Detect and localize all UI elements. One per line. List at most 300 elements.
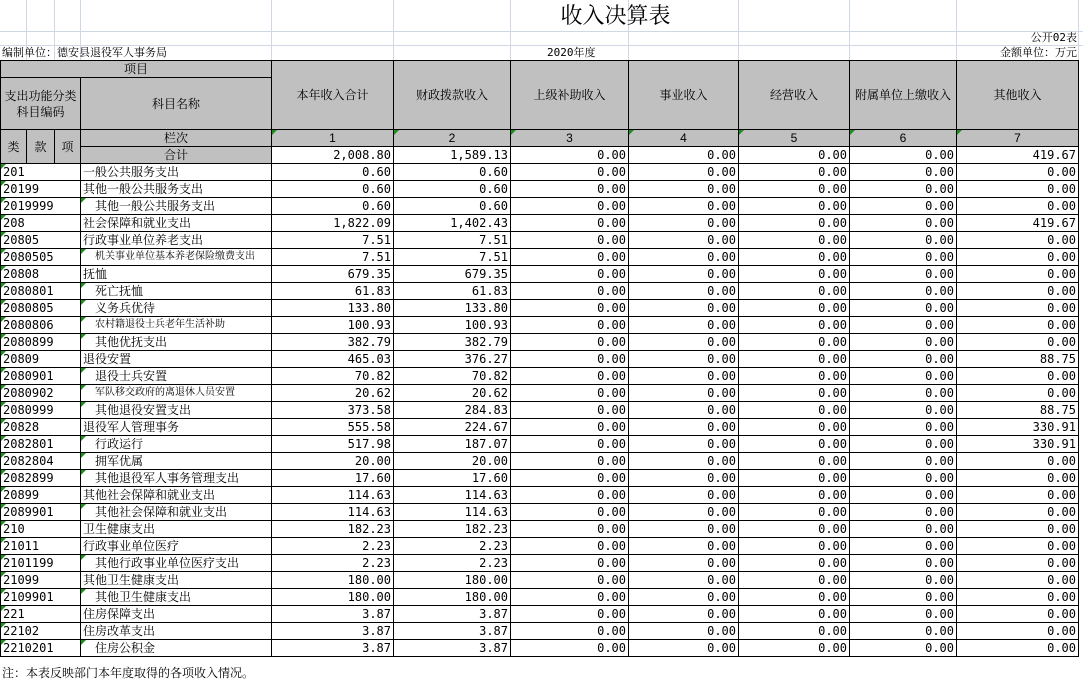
amount-cell: 0.00 bbox=[629, 521, 739, 538]
amount-cell: 0.00 bbox=[511, 504, 629, 521]
subject-name: 住房保障支出 bbox=[81, 606, 272, 623]
amount-cell: 0.00 bbox=[957, 487, 1079, 504]
amount-cell: 0.00 bbox=[511, 521, 629, 538]
amount-cell: 0.00 bbox=[739, 521, 850, 538]
amount-cell: 0.00 bbox=[629, 640, 739, 657]
amount-cell: 0.00 bbox=[850, 470, 957, 487]
amount-cell: 0.00 bbox=[739, 436, 850, 453]
amount-cell: 0.00 bbox=[739, 453, 850, 470]
amount-cell: 0.00 bbox=[957, 453, 1079, 470]
amount-cell: 0.00 bbox=[629, 317, 739, 334]
amount-cell: 0.00 bbox=[511, 334, 629, 351]
amount-cell: 0.00 bbox=[739, 487, 850, 504]
amount-cell: 7.51 bbox=[394, 232, 511, 249]
amount-cell: 0.00 bbox=[739, 164, 850, 181]
subject-code: 2082801 bbox=[1, 436, 81, 453]
amount-cell: 0.00 bbox=[850, 419, 957, 436]
amount-cell: 61.83 bbox=[394, 283, 511, 300]
amount-cell: 0.00 bbox=[629, 487, 739, 504]
amount-cell: 0.00 bbox=[957, 181, 1079, 198]
subject-name: 其他社会保障和就业支出 bbox=[81, 487, 272, 504]
amount-cell: 419.67 bbox=[957, 215, 1079, 232]
subject-code: 2109901 bbox=[1, 589, 81, 606]
header-xiang: 项 bbox=[55, 130, 81, 164]
total-cell: 0.00 bbox=[511, 147, 629, 164]
amount-cell: 0.00 bbox=[850, 249, 957, 266]
subject-code: 2089901 bbox=[1, 504, 81, 521]
subject-name: 其他社会保障和就业支出 bbox=[81, 504, 272, 521]
amount-cell: 0.00 bbox=[850, 164, 957, 181]
col-header-5: 经营收入 bbox=[739, 61, 850, 130]
amount-cell: 555.58 bbox=[272, 419, 394, 436]
amount-cell: 0.00 bbox=[629, 334, 739, 351]
amount-cell: 0.00 bbox=[739, 215, 850, 232]
amount-cell: 0.00 bbox=[739, 572, 850, 589]
amount-cell: 0.00 bbox=[629, 623, 739, 640]
amount-cell: 0.00 bbox=[511, 640, 629, 657]
amount-cell: 0.00 bbox=[511, 538, 629, 555]
table-row bbox=[1, 555, 1079, 572]
col-header-7: 其他收入 bbox=[957, 61, 1079, 130]
subject-code: 2082899 bbox=[1, 470, 81, 487]
table-row bbox=[1, 249, 1079, 266]
amount-cell: 0.00 bbox=[850, 606, 957, 623]
amount-cell: 0.00 bbox=[739, 317, 850, 334]
header-code: 支出功能分类科目编码 bbox=[1, 78, 81, 130]
amount-cell: 3.87 bbox=[394, 623, 511, 640]
subject-name: 行政运行 bbox=[81, 436, 272, 453]
amount-cell: 0.00 bbox=[511, 351, 629, 368]
amount-cell: 0.00 bbox=[850, 385, 957, 402]
amount-cell: 88.75 bbox=[957, 351, 1079, 368]
amount-cell: 0.00 bbox=[511, 368, 629, 385]
amount-cell: 0.00 bbox=[957, 368, 1079, 385]
table-row bbox=[1, 334, 1079, 351]
total-cell: 1,589.13 bbox=[394, 147, 511, 164]
amount-cell: 17.60 bbox=[394, 470, 511, 487]
subject-name: 其他退役军人事务管理支出 bbox=[81, 470, 272, 487]
amount-cell: 0.00 bbox=[850, 538, 957, 555]
amount-cell: 0.00 bbox=[739, 555, 850, 572]
amount-cell: 0.00 bbox=[850, 368, 957, 385]
amount-cell: 0.00 bbox=[850, 555, 957, 572]
amount-cell: 0.00 bbox=[957, 640, 1079, 657]
amount-cell: 0.00 bbox=[629, 419, 739, 436]
subject-code: 20199 bbox=[1, 181, 81, 198]
amount-cell: 88.75 bbox=[957, 402, 1079, 419]
table-note: 注：本表反映部门本年度取得的各项收入情况。 bbox=[2, 666, 255, 680]
amount-cell: 20.00 bbox=[272, 453, 394, 470]
amount-cell: 0.00 bbox=[957, 164, 1079, 181]
amount-cell: 0.00 bbox=[629, 198, 739, 215]
amount-cell: 0.00 bbox=[629, 555, 739, 572]
amount-cell: 3.87 bbox=[394, 606, 511, 623]
amount-cell: 3.87 bbox=[272, 623, 394, 640]
subject-code: 2101199 bbox=[1, 555, 81, 572]
amount-cell: 284.83 bbox=[394, 402, 511, 419]
amount-cell: 0.00 bbox=[850, 232, 957, 249]
amount-cell: 330.91 bbox=[957, 436, 1079, 453]
amount-cell: 0.00 bbox=[957, 283, 1079, 300]
subject-name: 退役安置 bbox=[81, 351, 272, 368]
amount-cell: 0.00 bbox=[511, 436, 629, 453]
amount-cell: 2.23 bbox=[272, 555, 394, 572]
amount-cell: 0.00 bbox=[739, 283, 850, 300]
amount-cell: 100.93 bbox=[272, 317, 394, 334]
table-row bbox=[1, 164, 1079, 181]
amount-cell: 133.80 bbox=[394, 300, 511, 317]
total-cell: 0.00 bbox=[739, 147, 850, 164]
subject-code: 20808 bbox=[1, 266, 81, 283]
amount-cell: 0.00 bbox=[629, 436, 739, 453]
subject-code: 2080505 bbox=[1, 249, 81, 266]
amount-cell: 0.00 bbox=[511, 164, 629, 181]
amount-cell: 133.80 bbox=[272, 300, 394, 317]
amount-cell: 0.00 bbox=[739, 538, 850, 555]
amount-cell: 0.00 bbox=[739, 249, 850, 266]
amount-cell: 0.00 bbox=[511, 215, 629, 232]
amount-cell: 0.00 bbox=[511, 623, 629, 640]
col-header-4: 事业收入 bbox=[629, 61, 739, 130]
amount-cell: 0.00 bbox=[739, 266, 850, 283]
amount-cell: 376.27 bbox=[394, 351, 511, 368]
amount-cell: 0.00 bbox=[850, 351, 957, 368]
amount-cell: 0.00 bbox=[850, 453, 957, 470]
subject-code: 201 bbox=[1, 164, 81, 181]
header-item: 项目 bbox=[1, 61, 272, 78]
amount-cell: 0.00 bbox=[629, 453, 739, 470]
subject-code: 2082804 bbox=[1, 453, 81, 470]
col-number-2: 2 bbox=[394, 130, 511, 147]
amount-cell: 61.83 bbox=[272, 283, 394, 300]
table-row bbox=[1, 181, 1079, 198]
amount-cell: 0.00 bbox=[957, 589, 1079, 606]
amount-cell: 0.00 bbox=[511, 232, 629, 249]
subject-code: 2080999 bbox=[1, 402, 81, 419]
amount-cell: 0.00 bbox=[957, 572, 1079, 589]
subject-name: 其他优抚支出 bbox=[81, 334, 272, 351]
amount-cell: 70.82 bbox=[394, 368, 511, 385]
amount-cell: 0.00 bbox=[511, 606, 629, 623]
amount-cell: 0.00 bbox=[511, 470, 629, 487]
table-row bbox=[1, 589, 1079, 606]
amount-cell: 0.00 bbox=[850, 198, 957, 215]
table-row bbox=[1, 198, 1079, 215]
amount-cell: 0.00 bbox=[629, 470, 739, 487]
subject-code: 2019999 bbox=[1, 198, 81, 215]
amount-cell: 0.00 bbox=[850, 283, 957, 300]
subject-code: 221 bbox=[1, 606, 81, 623]
amount-cell: 0.00 bbox=[850, 334, 957, 351]
amount-cell: 0.00 bbox=[957, 504, 1079, 521]
subject-name: 其他一般公共服务支出 bbox=[81, 198, 272, 215]
amount-cell: 0.00 bbox=[957, 538, 1079, 555]
form-number: 公开02表 bbox=[1030, 31, 1077, 44]
amount-cell: 2.23 bbox=[394, 555, 511, 572]
currency-unit: 金额单位：万元 bbox=[1000, 46, 1077, 59]
table-row bbox=[1, 640, 1079, 657]
amount-cell: 70.82 bbox=[272, 368, 394, 385]
table-row bbox=[1, 487, 1079, 504]
amount-cell: 3.87 bbox=[272, 640, 394, 657]
amount-cell: 0.00 bbox=[629, 606, 739, 623]
amount-cell: 0.00 bbox=[957, 606, 1079, 623]
subject-name: 社会保障和就业支出 bbox=[81, 215, 272, 232]
table-row bbox=[1, 606, 1079, 623]
amount-cell: 114.63 bbox=[394, 504, 511, 521]
amount-cell: 0.00 bbox=[629, 164, 739, 181]
col-number-7: 7 bbox=[957, 130, 1079, 147]
amount-cell: 0.00 bbox=[511, 589, 629, 606]
amount-cell: 0.00 bbox=[850, 436, 957, 453]
amount-cell: 7.51 bbox=[394, 249, 511, 266]
amount-cell: 0.00 bbox=[957, 623, 1079, 640]
amount-cell: 0.60 bbox=[394, 198, 511, 215]
amount-cell: 0.60 bbox=[394, 181, 511, 198]
subject-name: 行政事业单位养老支出 bbox=[81, 232, 272, 249]
amount-cell: 0.00 bbox=[957, 198, 1079, 215]
amount-cell: 0.00 bbox=[957, 555, 1079, 572]
amount-cell: 0.00 bbox=[739, 589, 850, 606]
amount-cell: 0.00 bbox=[629, 368, 739, 385]
amount-cell: 3.87 bbox=[394, 640, 511, 657]
subject-name: 军队移交政府的离退休人员安置 bbox=[81, 385, 272, 402]
amount-cell: 0.00 bbox=[957, 521, 1079, 538]
amount-cell: 0.00 bbox=[511, 283, 629, 300]
subject-code: 22102 bbox=[1, 623, 81, 640]
report-year: 2020年度 bbox=[547, 46, 596, 59]
amount-cell: 0.00 bbox=[850, 317, 957, 334]
amount-cell: 0.00 bbox=[511, 419, 629, 436]
header-lei: 类 bbox=[1, 130, 27, 164]
subject-name: 住房公积金 bbox=[81, 640, 272, 657]
amount-cell: 0.00 bbox=[739, 419, 850, 436]
subject-name: 其他卫生健康支出 bbox=[81, 589, 272, 606]
amount-cell: 0.00 bbox=[739, 181, 850, 198]
table-row bbox=[1, 521, 1079, 538]
amount-cell: 0.00 bbox=[629, 300, 739, 317]
amount-cell: 0.00 bbox=[739, 351, 850, 368]
col-header-3: 上级补助收入 bbox=[511, 61, 629, 130]
amount-cell: 2.23 bbox=[394, 538, 511, 555]
amount-cell: 0.00 bbox=[511, 572, 629, 589]
amount-cell: 0.00 bbox=[739, 300, 850, 317]
amount-cell: 0.00 bbox=[511, 402, 629, 419]
report-title: 收入决算表 bbox=[560, 3, 671, 28]
amount-cell: 0.00 bbox=[739, 623, 850, 640]
amount-cell: 0.00 bbox=[739, 470, 850, 487]
amount-cell: 0.00 bbox=[739, 402, 850, 419]
income-table bbox=[0, 60, 1079, 657]
amount-cell: 0.00 bbox=[957, 385, 1079, 402]
amount-cell: 224.67 bbox=[394, 419, 511, 436]
amount-cell: 0.00 bbox=[629, 351, 739, 368]
subject-name: 机关事业单位基本养老保险缴费支出 bbox=[81, 249, 272, 266]
amount-cell: 0.00 bbox=[739, 198, 850, 215]
header-lanci: 栏次 bbox=[81, 130, 272, 147]
subject-name: 其他卫生健康支出 bbox=[81, 572, 272, 589]
amount-cell: 0.00 bbox=[629, 385, 739, 402]
amount-cell: 330.91 bbox=[957, 419, 1079, 436]
amount-cell: 7.51 bbox=[272, 232, 394, 249]
subject-code: 20809 bbox=[1, 351, 81, 368]
table-row bbox=[1, 232, 1079, 249]
amount-cell: 0.00 bbox=[850, 623, 957, 640]
subject-name: 行政事业单位医疗 bbox=[81, 538, 272, 555]
col-number-6: 6 bbox=[850, 130, 957, 147]
amount-cell: 0.00 bbox=[511, 385, 629, 402]
amount-cell: 382.79 bbox=[272, 334, 394, 351]
col-number-1: 1 bbox=[272, 130, 394, 147]
amount-cell: 0.00 bbox=[511, 198, 629, 215]
total-cell: 0.00 bbox=[629, 147, 739, 164]
subject-name: 住房改革支出 bbox=[81, 623, 272, 640]
amount-cell: 465.03 bbox=[272, 351, 394, 368]
amount-cell: 0.00 bbox=[850, 572, 957, 589]
table-row bbox=[1, 385, 1079, 402]
table-row bbox=[1, 504, 1079, 521]
subject-name: 其他行政事业单位医疗支出 bbox=[81, 555, 272, 572]
amount-cell: 0.00 bbox=[511, 249, 629, 266]
amount-cell: 20.00 bbox=[394, 453, 511, 470]
amount-cell: 0.00 bbox=[511, 300, 629, 317]
subject-name: 退役军人管理事务 bbox=[81, 419, 272, 436]
amount-cell: 0.00 bbox=[511, 487, 629, 504]
amount-cell: 0.00 bbox=[957, 232, 1079, 249]
amount-cell: 0.00 bbox=[850, 402, 957, 419]
subject-code: 2080806 bbox=[1, 317, 81, 334]
table-row bbox=[1, 215, 1079, 232]
amount-cell: 0.00 bbox=[629, 504, 739, 521]
amount-cell: 0.00 bbox=[957, 334, 1079, 351]
amount-cell: 0.00 bbox=[629, 181, 739, 198]
total-label: 合计 bbox=[81, 147, 272, 164]
amount-cell: 0.60 bbox=[272, 181, 394, 198]
amount-cell: 20.62 bbox=[272, 385, 394, 402]
amount-cell: 0.00 bbox=[629, 402, 739, 419]
compiling-unit: 编制单位：德安县退役军人事务局 bbox=[2, 46, 167, 59]
subject-code: 21011 bbox=[1, 538, 81, 555]
subject-name: 其他退役安置支出 bbox=[81, 402, 272, 419]
amount-cell: 0.00 bbox=[629, 215, 739, 232]
amount-cell: 0.00 bbox=[850, 589, 957, 606]
amount-cell: 114.63 bbox=[394, 487, 511, 504]
amount-cell: 1,402.43 bbox=[394, 215, 511, 232]
amount-cell: 180.00 bbox=[272, 589, 394, 606]
amount-cell: 0.00 bbox=[850, 181, 957, 198]
subject-name: 义务兵优待 bbox=[81, 300, 272, 317]
amount-cell: 182.23 bbox=[272, 521, 394, 538]
amount-cell: 0.00 bbox=[850, 640, 957, 657]
amount-cell: 0.00 bbox=[511, 181, 629, 198]
amount-cell: 20.62 bbox=[394, 385, 511, 402]
subject-code: 208 bbox=[1, 215, 81, 232]
amount-cell: 0.00 bbox=[957, 470, 1079, 487]
table-row bbox=[1, 623, 1079, 640]
amount-cell: 0.00 bbox=[850, 266, 957, 283]
amount-cell: 679.35 bbox=[272, 266, 394, 283]
amount-cell: 0.00 bbox=[629, 249, 739, 266]
amount-cell: 17.60 bbox=[272, 470, 394, 487]
subject-name: 退役士兵安置 bbox=[81, 368, 272, 385]
subject-code: 2080805 bbox=[1, 300, 81, 317]
amount-cell: 373.58 bbox=[272, 402, 394, 419]
amount-cell: 182.23 bbox=[394, 521, 511, 538]
table-row bbox=[1, 470, 1079, 487]
amount-cell: 0.00 bbox=[629, 572, 739, 589]
amount-cell: 0.00 bbox=[850, 504, 957, 521]
amount-cell: 0.00 bbox=[739, 385, 850, 402]
subject-code: 2080801 bbox=[1, 283, 81, 300]
amount-cell: 0.00 bbox=[511, 453, 629, 470]
amount-cell: 0.00 bbox=[957, 317, 1079, 334]
subject-name: 一般公共服务支出 bbox=[81, 164, 272, 181]
col-header-2: 财政拨款收入 bbox=[394, 61, 511, 130]
amount-cell: 0.00 bbox=[629, 538, 739, 555]
col-number-3: 3 bbox=[511, 130, 629, 147]
total-cell: 0.00 bbox=[850, 147, 957, 164]
amount-cell: 180.00 bbox=[394, 589, 511, 606]
amount-cell: 0.00 bbox=[957, 300, 1079, 317]
subject-code: 20899 bbox=[1, 487, 81, 504]
subject-code: 21099 bbox=[1, 572, 81, 589]
table-row bbox=[1, 351, 1079, 368]
subject-name: 死亡抚恤 bbox=[81, 283, 272, 300]
amount-cell: 517.98 bbox=[272, 436, 394, 453]
amount-cell: 0.00 bbox=[511, 317, 629, 334]
amount-cell: 0.00 bbox=[739, 606, 850, 623]
amount-cell: 0.60 bbox=[272, 198, 394, 215]
col-header-6: 附属单位上缴收入 bbox=[850, 61, 957, 130]
amount-cell: 0.00 bbox=[850, 215, 957, 232]
amount-cell: 180.00 bbox=[272, 572, 394, 589]
amount-cell: 0.00 bbox=[629, 232, 739, 249]
amount-cell: 0.00 bbox=[957, 249, 1079, 266]
subject-code: 2210201 bbox=[1, 640, 81, 657]
amount-cell: 3.87 bbox=[272, 606, 394, 623]
table-row bbox=[1, 368, 1079, 385]
amount-cell: 0.60 bbox=[272, 164, 394, 181]
amount-cell: 0.00 bbox=[511, 555, 629, 572]
table-row bbox=[1, 402, 1079, 419]
amount-cell: 0.60 bbox=[394, 164, 511, 181]
table-row bbox=[1, 436, 1079, 453]
total-row bbox=[1, 147, 1079, 164]
subject-code: 2080899 bbox=[1, 334, 81, 351]
subject-code: 2080902 bbox=[1, 385, 81, 402]
amount-cell: 2.23 bbox=[272, 538, 394, 555]
amount-cell: 679.35 bbox=[394, 266, 511, 283]
amount-cell: 0.00 bbox=[629, 283, 739, 300]
amount-cell: 180.00 bbox=[394, 572, 511, 589]
table-row bbox=[1, 453, 1079, 470]
amount-cell: 0.00 bbox=[739, 334, 850, 351]
table-row bbox=[1, 283, 1079, 300]
col-number-4: 4 bbox=[629, 130, 739, 147]
subject-name: 卫生健康支出 bbox=[81, 521, 272, 538]
amount-cell: 100.93 bbox=[394, 317, 511, 334]
amount-cell: 0.00 bbox=[739, 504, 850, 521]
table-row bbox=[1, 300, 1079, 317]
amount-cell: 0.00 bbox=[850, 300, 957, 317]
amount-cell: 0.00 bbox=[629, 589, 739, 606]
header-name: 科目名称 bbox=[81, 78, 272, 130]
amount-cell: 0.00 bbox=[957, 266, 1079, 283]
table-row bbox=[1, 538, 1079, 555]
table-row bbox=[1, 317, 1079, 334]
amount-cell: 382.79 bbox=[394, 334, 511, 351]
subject-code: 210 bbox=[1, 521, 81, 538]
